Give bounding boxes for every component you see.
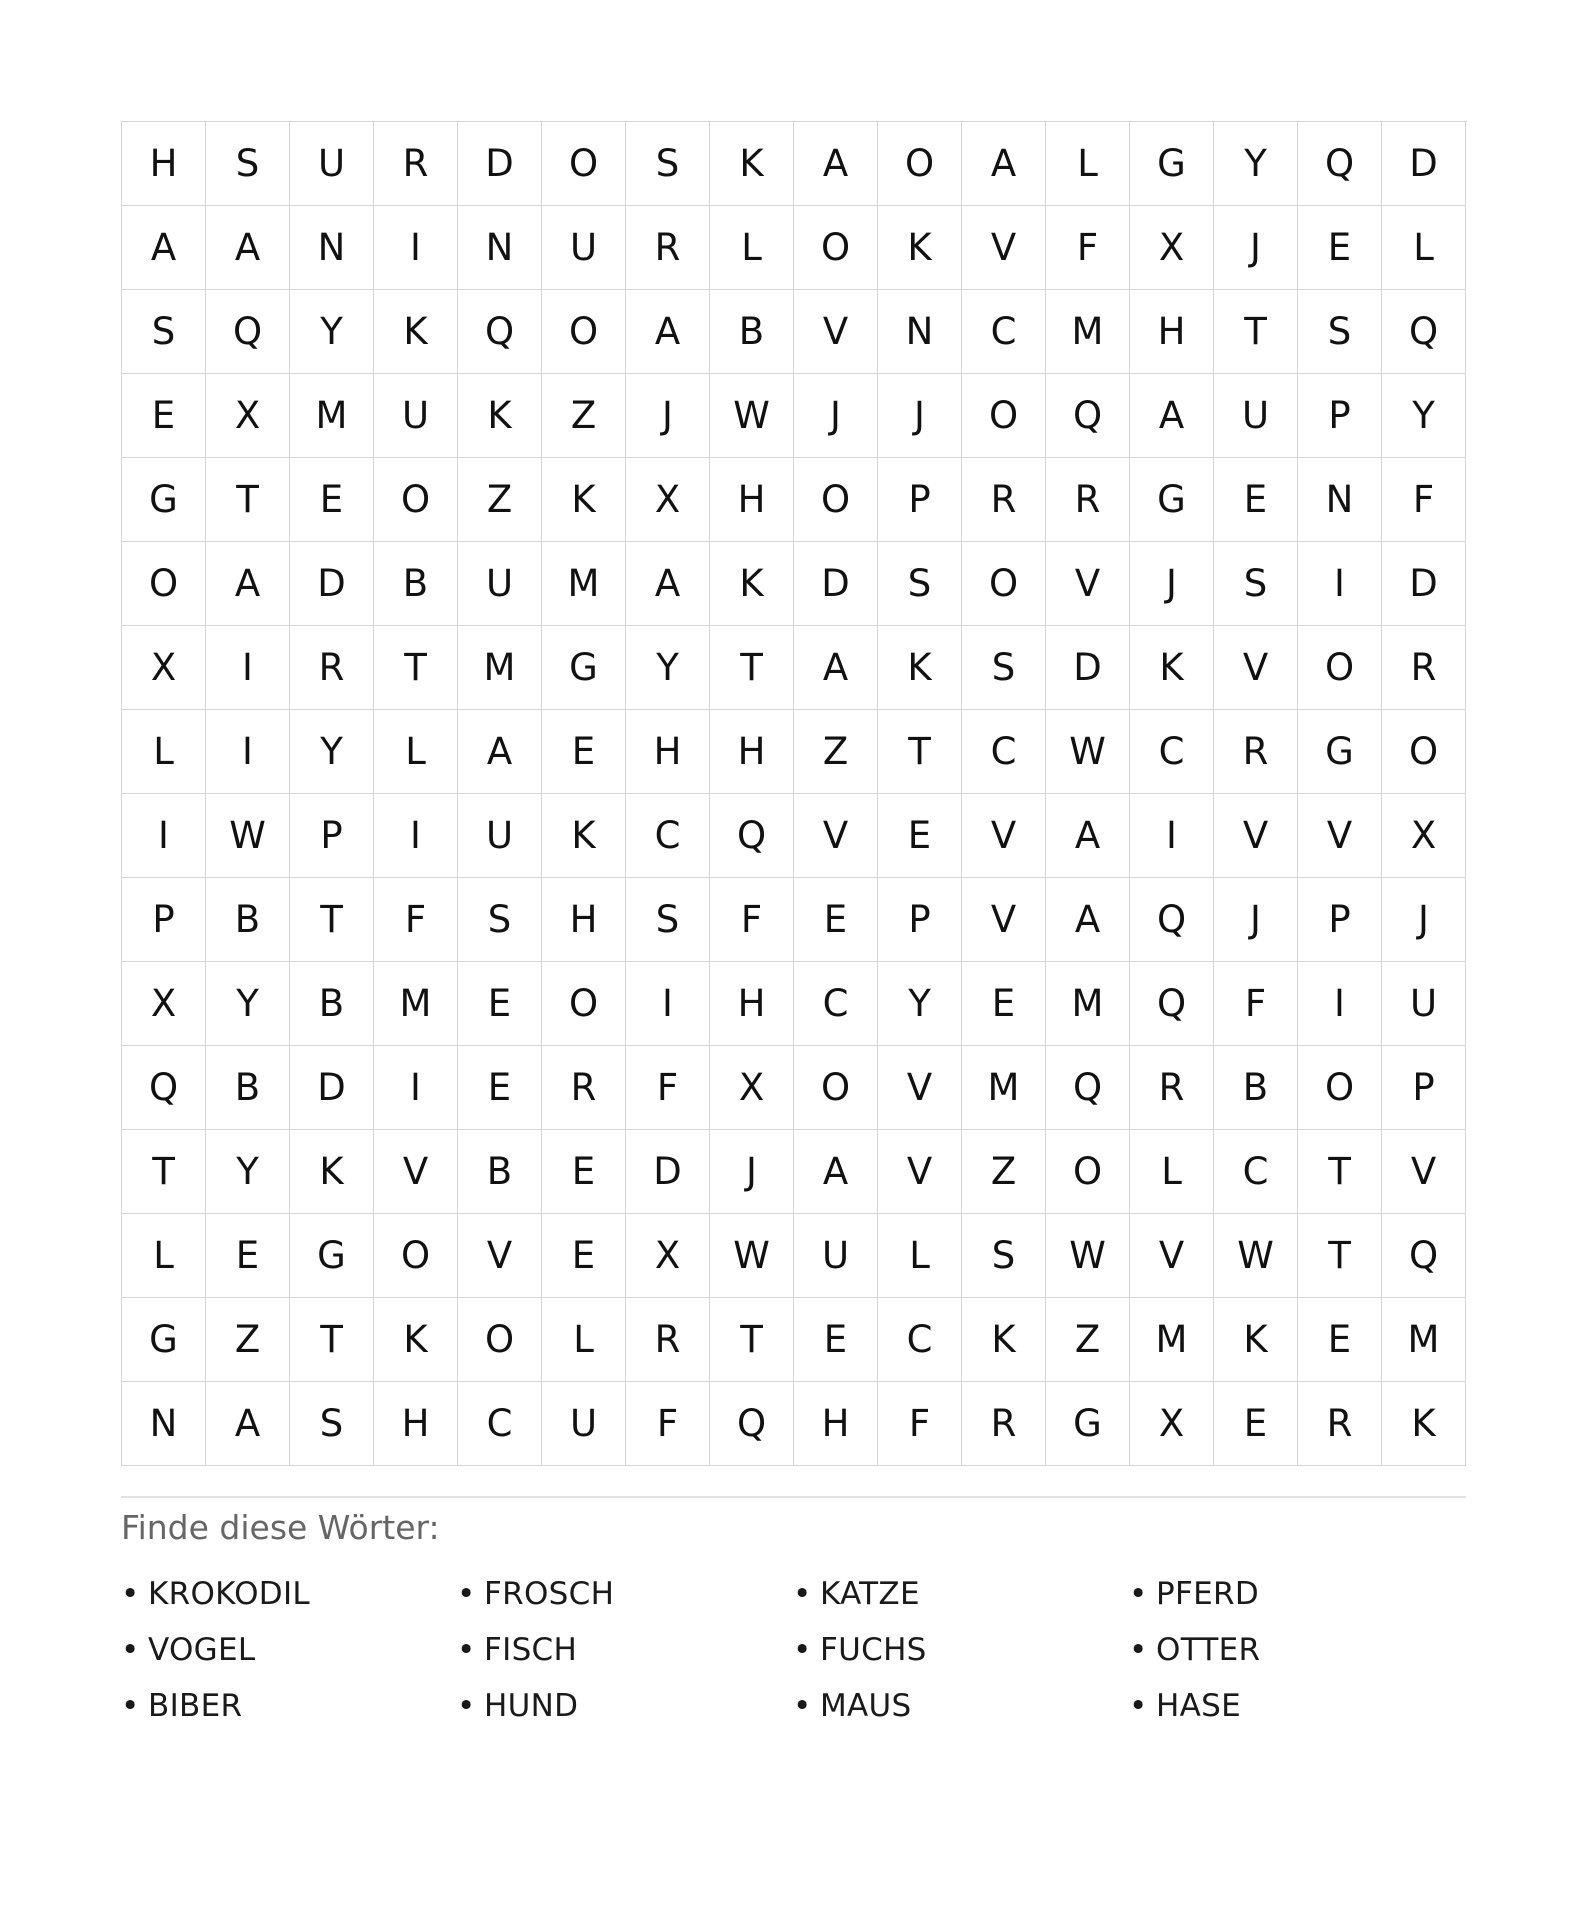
grid-cell[interactable]: U: [542, 206, 626, 290]
grid-cell[interactable]: C: [962, 710, 1046, 794]
word-list-item: [793, 1566, 1129, 1622]
grid-cell[interactable]: Y: [1382, 374, 1466, 458]
grid-cell[interactable]: Y: [878, 962, 962, 1046]
grid-cell[interactable]: K: [710, 122, 794, 206]
grid-cell[interactable]: T: [1298, 1130, 1382, 1214]
grid-cell[interactable]: A: [794, 626, 878, 710]
grid-cell[interactable]: D: [458, 122, 542, 206]
grid-cell[interactable]: D: [794, 542, 878, 626]
grid-cell[interactable]: T: [1214, 290, 1298, 374]
grid-cell[interactable]: S: [458, 878, 542, 962]
grid-cell[interactable]: S: [122, 290, 206, 374]
grid-cell[interactable]: M: [1046, 962, 1130, 1046]
word-list-item: [1129, 1566, 1465, 1622]
bullet-icon: •: [793, 1632, 812, 1668]
word-list-item: [457, 1678, 793, 1734]
grid-cell[interactable]: M: [1130, 1298, 1214, 1382]
grid-cell[interactable]: T: [290, 1298, 374, 1382]
grid-cell[interactable]: A: [122, 206, 206, 290]
word-label: VOGEL: [148, 1632, 256, 1668]
grid-cell[interactable]: V: [878, 1046, 962, 1130]
grid-cell[interactable]: J: [1214, 878, 1298, 962]
bullet-icon: •: [1129, 1688, 1148, 1724]
grid-cell[interactable]: A: [962, 122, 1046, 206]
grid-cell[interactable]: X: [1130, 1382, 1214, 1466]
grid-cell[interactable]: O: [542, 122, 626, 206]
grid-cell[interactable]: K: [290, 1130, 374, 1214]
grid-cell[interactable]: U: [542, 1382, 626, 1466]
grid-cell[interactable]: V: [794, 290, 878, 374]
grid-cell[interactable]: I: [626, 962, 710, 1046]
grid-cell[interactable]: R: [1214, 710, 1298, 794]
grid-cell[interactable]: S: [878, 542, 962, 626]
grid-cell[interactable]: A: [626, 290, 710, 374]
grid-cell[interactable]: D: [1382, 122, 1466, 206]
bullet-icon: •: [793, 1576, 812, 1612]
grid-cell[interactable]: T: [878, 710, 962, 794]
grid-cell[interactable]: K: [1382, 1382, 1466, 1466]
word-label: HUND: [484, 1688, 579, 1724]
grid-cell[interactable]: A: [1046, 878, 1130, 962]
grid-cell[interactable]: P: [290, 794, 374, 878]
grid-cell[interactable]: K: [374, 1298, 458, 1382]
grid-cell[interactable]: M: [290, 374, 374, 458]
grid-cell[interactable]: K: [878, 626, 962, 710]
word-list-item: [121, 1678, 457, 1734]
grid-cell[interactable]: W: [1046, 710, 1130, 794]
grid-cell[interactable]: Y: [1214, 122, 1298, 206]
grid-cell[interactable]: R: [542, 1046, 626, 1130]
grid-cell[interactable]: S: [626, 122, 710, 206]
grid-cell[interactable]: P: [1382, 1046, 1466, 1130]
grid-cell[interactable]: R: [626, 1298, 710, 1382]
grid-cell[interactable]: L: [878, 1214, 962, 1298]
grid-cell[interactable]: H: [542, 878, 626, 962]
word-label: MAUS: [820, 1688, 912, 1724]
grid-cell[interactable]: X: [710, 1046, 794, 1130]
word-search-puzzle: [121, 121, 1463, 1734]
grid-cell[interactable]: O: [794, 1046, 878, 1130]
grid-cell[interactable]: X: [122, 626, 206, 710]
grid-cell[interactable]: M: [542, 542, 626, 626]
bullet-icon: •: [457, 1688, 476, 1724]
grid-cell[interactable]: E: [458, 962, 542, 1046]
grid-cell[interactable]: X: [1130, 206, 1214, 290]
grid-cell[interactable]: V: [1298, 794, 1382, 878]
grid-cell[interactable]: R: [1046, 458, 1130, 542]
grid-cell[interactable]: B: [206, 878, 290, 962]
word-label: PFERD: [1156, 1576, 1260, 1612]
grid-cell[interactable]: R: [962, 1382, 1046, 1466]
grid-cell[interactable]: D: [626, 1130, 710, 1214]
grid-cell[interactable]: F: [626, 1046, 710, 1130]
grid-cell[interactable]: E: [1214, 458, 1298, 542]
word-list-item: [121, 1622, 457, 1678]
grid-cell[interactable]: D: [290, 1046, 374, 1130]
grid-cell[interactable]: O: [962, 542, 1046, 626]
grid-cell[interactable]: D: [1046, 626, 1130, 710]
grid-cell[interactable]: K: [962, 1298, 1046, 1382]
grid-cell[interactable]: T: [710, 1298, 794, 1382]
grid-cell[interactable]: Q: [1382, 1214, 1466, 1298]
grid-cell[interactable]: E: [542, 1130, 626, 1214]
grid-cell[interactable]: H: [794, 1382, 878, 1466]
grid-cell[interactable]: I: [1130, 794, 1214, 878]
grid-cell[interactable]: C: [794, 962, 878, 1046]
word-label: KROKODIL: [148, 1576, 310, 1612]
grid-cell[interactable]: R: [1130, 1046, 1214, 1130]
grid-cell[interactable]: G: [1046, 1382, 1130, 1466]
grid-cell[interactable]: V: [1214, 626, 1298, 710]
grid-cell[interactable]: K: [374, 290, 458, 374]
word-list-item: [457, 1566, 793, 1622]
grid-cell[interactable]: W: [206, 794, 290, 878]
grid-cell[interactable]: A: [1130, 374, 1214, 458]
grid-cell[interactable]: F: [1046, 206, 1130, 290]
grid-cell[interactable]: V: [374, 1130, 458, 1214]
grid-cell[interactable]: E: [1298, 206, 1382, 290]
grid-cell[interactable]: I: [374, 206, 458, 290]
word-list-item: [793, 1622, 1129, 1678]
grid-cell[interactable]: J: [878, 374, 962, 458]
word-label: HASE: [1156, 1688, 1241, 1724]
grid-cell[interactable]: N: [1298, 458, 1382, 542]
grid-cell[interactable]: L: [542, 1298, 626, 1382]
grid-cell[interactable]: K: [710, 542, 794, 626]
grid-cell[interactable]: S: [1214, 542, 1298, 626]
word-list-heading: Finde diese Wörter:: [121, 1508, 440, 1547]
grid-cell[interactable]: L: [1382, 206, 1466, 290]
grid-cell[interactable]: F: [878, 1382, 962, 1466]
grid-cell[interactable]: O: [1046, 1130, 1130, 1214]
grid-cell[interactable]: E: [290, 458, 374, 542]
grid-cell[interactable]: S: [962, 626, 1046, 710]
grid-cell[interactable]: B: [290, 962, 374, 1046]
grid-cell[interactable]: J: [794, 374, 878, 458]
grid-cell[interactable]: Q: [710, 794, 794, 878]
grid-cell[interactable]: L: [374, 710, 458, 794]
grid-cell[interactable]: O: [794, 458, 878, 542]
grid-cell[interactable]: M: [1382, 1298, 1466, 1382]
word-label: FROSCH: [484, 1576, 615, 1612]
grid-cell[interactable]: E: [122, 374, 206, 458]
grid-cell[interactable]: V: [962, 206, 1046, 290]
bullet-icon: •: [1129, 1576, 1148, 1612]
grid-cell[interactable]: Z: [962, 1130, 1046, 1214]
grid-cell[interactable]: N: [878, 290, 962, 374]
grid-cell[interactable]: Z: [458, 458, 542, 542]
grid-cell[interactable]: Z: [1046, 1298, 1130, 1382]
grid-cell[interactable]: U: [374, 374, 458, 458]
grid-cell[interactable]: E: [458, 1046, 542, 1130]
grid-cell[interactable]: H: [1130, 290, 1214, 374]
grid-cell[interactable]: V: [1214, 794, 1298, 878]
grid-cell[interactable]: C: [962, 290, 1046, 374]
grid-cell[interactable]: T: [290, 878, 374, 962]
grid-cell[interactable]: A: [458, 710, 542, 794]
grid-cell[interactable]: J: [710, 1130, 794, 1214]
grid-cell[interactable]: Q: [122, 1046, 206, 1130]
grid-cell[interactable]: E: [794, 878, 878, 962]
grid-cell[interactable]: E: [878, 794, 962, 878]
grid-cell[interactable]: V: [794, 794, 878, 878]
grid-cell[interactable]: W: [1214, 1214, 1298, 1298]
grid-cell[interactable]: Q: [1130, 878, 1214, 962]
grid-cell[interactable]: Q: [1046, 1046, 1130, 1130]
grid-cell[interactable]: R: [626, 206, 710, 290]
word-list-item: [457, 1622, 793, 1678]
bullet-icon: •: [121, 1576, 140, 1612]
bullet-icon: •: [793, 1688, 812, 1724]
grid-cell[interactable]: G: [1130, 122, 1214, 206]
grid-cell[interactable]: M: [458, 626, 542, 710]
grid-cell[interactable]: C: [878, 1298, 962, 1382]
grid-cell[interactable]: C: [458, 1382, 542, 1466]
word-list-item: [121, 1566, 457, 1622]
grid-cell[interactable]: O: [122, 542, 206, 626]
word-list: [121, 1566, 1466, 1734]
grid-cell[interactable]: P: [878, 878, 962, 962]
grid-cell[interactable]: U: [1382, 962, 1466, 1046]
grid-cell[interactable]: I: [374, 1046, 458, 1130]
grid-cell[interactable]: F: [1214, 962, 1298, 1046]
grid-cell[interactable]: H: [710, 962, 794, 1046]
grid-cell[interactable]: V: [962, 794, 1046, 878]
grid-cell[interactable]: B: [374, 542, 458, 626]
grid-cell[interactable]: C: [1214, 1130, 1298, 1214]
grid-cell[interactable]: Q: [1382, 290, 1466, 374]
grid-cell[interactable]: W: [710, 1214, 794, 1298]
grid-cell[interactable]: P: [878, 458, 962, 542]
divider: [121, 1496, 1466, 1498]
grid-cell[interactable]: L: [1046, 122, 1130, 206]
grid-cell[interactable]: O: [458, 1298, 542, 1382]
grid-cell[interactable]: O: [1298, 1046, 1382, 1130]
grid-cell[interactable]: T: [710, 626, 794, 710]
grid-cell[interactable]: K: [542, 458, 626, 542]
grid-cell[interactable]: G: [542, 626, 626, 710]
grid-cell[interactable]: R: [374, 122, 458, 206]
grid-cell[interactable]: N: [290, 206, 374, 290]
grid-cell[interactable]: K: [1214, 1298, 1298, 1382]
grid-cell[interactable]: Q: [710, 1382, 794, 1466]
grid-cell[interactable]: T: [1298, 1214, 1382, 1298]
grid-cell[interactable]: A: [626, 542, 710, 626]
grid-cell[interactable]: Q: [1130, 962, 1214, 1046]
grid-cell[interactable]: W: [1046, 1214, 1130, 1298]
grid-cell[interactable]: I: [1298, 962, 1382, 1046]
grid-cell[interactable]: R: [290, 626, 374, 710]
grid-cell[interactable]: I: [1298, 542, 1382, 626]
grid-cell[interactable]: Y: [290, 290, 374, 374]
grid-cell[interactable]: J: [1214, 206, 1298, 290]
grid-cell[interactable]: R: [962, 458, 1046, 542]
grid-cell[interactable]: K: [458, 374, 542, 458]
grid-cell[interactable]: I: [122, 794, 206, 878]
grid-cell[interactable]: X: [626, 1214, 710, 1298]
grid-cell[interactable]: G: [290, 1214, 374, 1298]
grid-cell[interactable]: O: [962, 374, 1046, 458]
grid-cell[interactable]: L: [1130, 1130, 1214, 1214]
grid-cell[interactable]: X: [122, 962, 206, 1046]
grid-cell[interactable]: J: [1130, 542, 1214, 626]
grid-cell[interactable]: I: [206, 626, 290, 710]
grid-cell[interactable]: O: [374, 458, 458, 542]
grid-cell[interactable]: A: [794, 1130, 878, 1214]
grid-cell[interactable]: B: [710, 290, 794, 374]
grid-cell[interactable]: X: [206, 374, 290, 458]
grid-cell[interactable]: A: [206, 1382, 290, 1466]
grid-cell[interactable]: L: [122, 710, 206, 794]
grid-cell[interactable]: N: [122, 1382, 206, 1466]
grid-cell[interactable]: U: [458, 794, 542, 878]
grid-cell[interactable]: O: [1382, 710, 1466, 794]
bullet-icon: •: [1129, 1632, 1148, 1668]
grid-cell[interactable]: Z: [206, 1298, 290, 1382]
grid-cell[interactable]: O: [878, 122, 962, 206]
grid-cell[interactable]: V: [1130, 1214, 1214, 1298]
grid-cell[interactable]: U: [290, 122, 374, 206]
grid-cell[interactable]: K: [1130, 626, 1214, 710]
grid-cell[interactable]: U: [458, 542, 542, 626]
grid-cell[interactable]: E: [962, 962, 1046, 1046]
grid-cell[interactable]: X: [1382, 794, 1466, 878]
grid-cell[interactable]: O: [1298, 626, 1382, 710]
grid-cell[interactable]: Y: [206, 962, 290, 1046]
word-label: FISCH: [484, 1632, 578, 1668]
grid-cell[interactable]: D: [290, 542, 374, 626]
grid-cell[interactable]: E: [206, 1214, 290, 1298]
grid-cell[interactable]: X: [626, 458, 710, 542]
grid-cell[interactable]: S: [290, 1382, 374, 1466]
grid-cell[interactable]: O: [374, 1214, 458, 1298]
grid-cell[interactable]: J: [1382, 878, 1466, 962]
bullet-icon: •: [457, 1576, 476, 1612]
grid-cell[interactable]: V: [878, 1130, 962, 1214]
letter-grid: [121, 121, 1467, 1466]
grid-cell[interactable]: F: [710, 878, 794, 962]
grid-cell[interactable]: E: [794, 1298, 878, 1382]
grid-cell[interactable]: E: [1214, 1382, 1298, 1466]
grid-cell[interactable]: H: [374, 1382, 458, 1466]
bullet-icon: •: [457, 1632, 476, 1668]
grid-cell[interactable]: P: [1298, 374, 1382, 458]
grid-cell[interactable]: F: [626, 1382, 710, 1466]
grid-cell[interactable]: E: [542, 1214, 626, 1298]
grid-cell[interactable]: T: [374, 626, 458, 710]
grid-cell[interactable]: A: [794, 122, 878, 206]
grid-cell[interactable]: P: [122, 878, 206, 962]
grid-cell[interactable]: H: [710, 458, 794, 542]
grid-cell[interactable]: R: [1382, 626, 1466, 710]
grid-cell[interactable]: S: [962, 1214, 1046, 1298]
grid-cell[interactable]: A: [206, 206, 290, 290]
word-label: BIBER: [148, 1688, 243, 1724]
grid-cell[interactable]: O: [542, 290, 626, 374]
grid-cell[interactable]: Q: [206, 290, 290, 374]
grid-cell[interactable]: M: [1046, 290, 1130, 374]
grid-cell[interactable]: Z: [794, 710, 878, 794]
grid-cell[interactable]: S: [626, 878, 710, 962]
grid-cell[interactable]: M: [962, 1046, 1046, 1130]
grid-cell[interactable]: U: [794, 1214, 878, 1298]
grid-cell[interactable]: D: [1382, 542, 1466, 626]
grid-cell[interactable]: U: [1214, 374, 1298, 458]
grid-cell[interactable]: C: [626, 794, 710, 878]
bullet-icon: •: [121, 1688, 140, 1724]
grid-cell[interactable]: Q: [1298, 122, 1382, 206]
grid-cell[interactable]: E: [542, 710, 626, 794]
grid-cell[interactable]: H: [122, 122, 206, 206]
grid-cell[interactable]: P: [1298, 878, 1382, 962]
grid-cell[interactable]: B: [1214, 1046, 1298, 1130]
word-label: KATZE: [820, 1576, 920, 1612]
grid-cell[interactable]: C: [1130, 710, 1214, 794]
grid-cell[interactable]: K: [878, 206, 962, 290]
grid-cell[interactable]: B: [458, 1130, 542, 1214]
grid-cell[interactable]: V: [1046, 542, 1130, 626]
grid-cell[interactable]: N: [458, 206, 542, 290]
grid-cell[interactable]: V: [458, 1214, 542, 1298]
grid-cell[interactable]: S: [1298, 290, 1382, 374]
grid-cell[interactable]: Q: [458, 290, 542, 374]
grid-cell[interactable]: G: [1298, 710, 1382, 794]
grid-cell[interactable]: L: [122, 1214, 206, 1298]
grid-cell[interactable]: J: [626, 374, 710, 458]
grid-cell[interactable]: B: [206, 1046, 290, 1130]
word-label: OTTER: [1156, 1632, 1261, 1668]
grid-cell[interactable]: H: [626, 710, 710, 794]
grid-cell[interactable]: F: [1382, 458, 1466, 542]
word-list-item: [1129, 1678, 1465, 1734]
grid-cell[interactable]: O: [542, 962, 626, 1046]
grid-cell[interactable]: G: [122, 1298, 206, 1382]
grid-cell[interactable]: A: [206, 542, 290, 626]
word-list-item: [1129, 1622, 1465, 1678]
grid-cell[interactable]: V: [1382, 1130, 1466, 1214]
grid-cell[interactable]: W: [710, 374, 794, 458]
grid-cell[interactable]: E: [1298, 1298, 1382, 1382]
word-label: FUCHS: [820, 1632, 927, 1668]
word-list-item: [793, 1678, 1129, 1734]
grid-cell[interactable]: M: [374, 962, 458, 1046]
grid-cell[interactable]: O: [794, 206, 878, 290]
bullet-icon: •: [121, 1632, 140, 1668]
grid-cell[interactable]: Y: [626, 626, 710, 710]
grid-cell[interactable]: H: [710, 710, 794, 794]
grid-cell[interactable]: T: [206, 458, 290, 542]
grid-cell[interactable]: R: [1298, 1382, 1382, 1466]
grid-cell[interactable]: Y: [290, 710, 374, 794]
grid-cell[interactable]: A: [1046, 794, 1130, 878]
grid-cell[interactable]: Y: [206, 1130, 290, 1214]
grid-cell[interactable]: Q: [1046, 374, 1130, 458]
grid-cell[interactable]: F: [374, 878, 458, 962]
grid-cell[interactable]: Z: [542, 374, 626, 458]
grid-cell[interactable]: L: [710, 206, 794, 290]
grid-cell[interactable]: V: [962, 878, 1046, 962]
grid-cell[interactable]: G: [1130, 458, 1214, 542]
grid-cell[interactable]: I: [206, 710, 290, 794]
grid-cell[interactable]: T: [122, 1130, 206, 1214]
grid-cell[interactable]: S: [206, 122, 290, 206]
grid-cell[interactable]: K: [542, 794, 626, 878]
grid-cell[interactable]: I: [374, 794, 458, 878]
grid-cell[interactable]: G: [122, 458, 206, 542]
